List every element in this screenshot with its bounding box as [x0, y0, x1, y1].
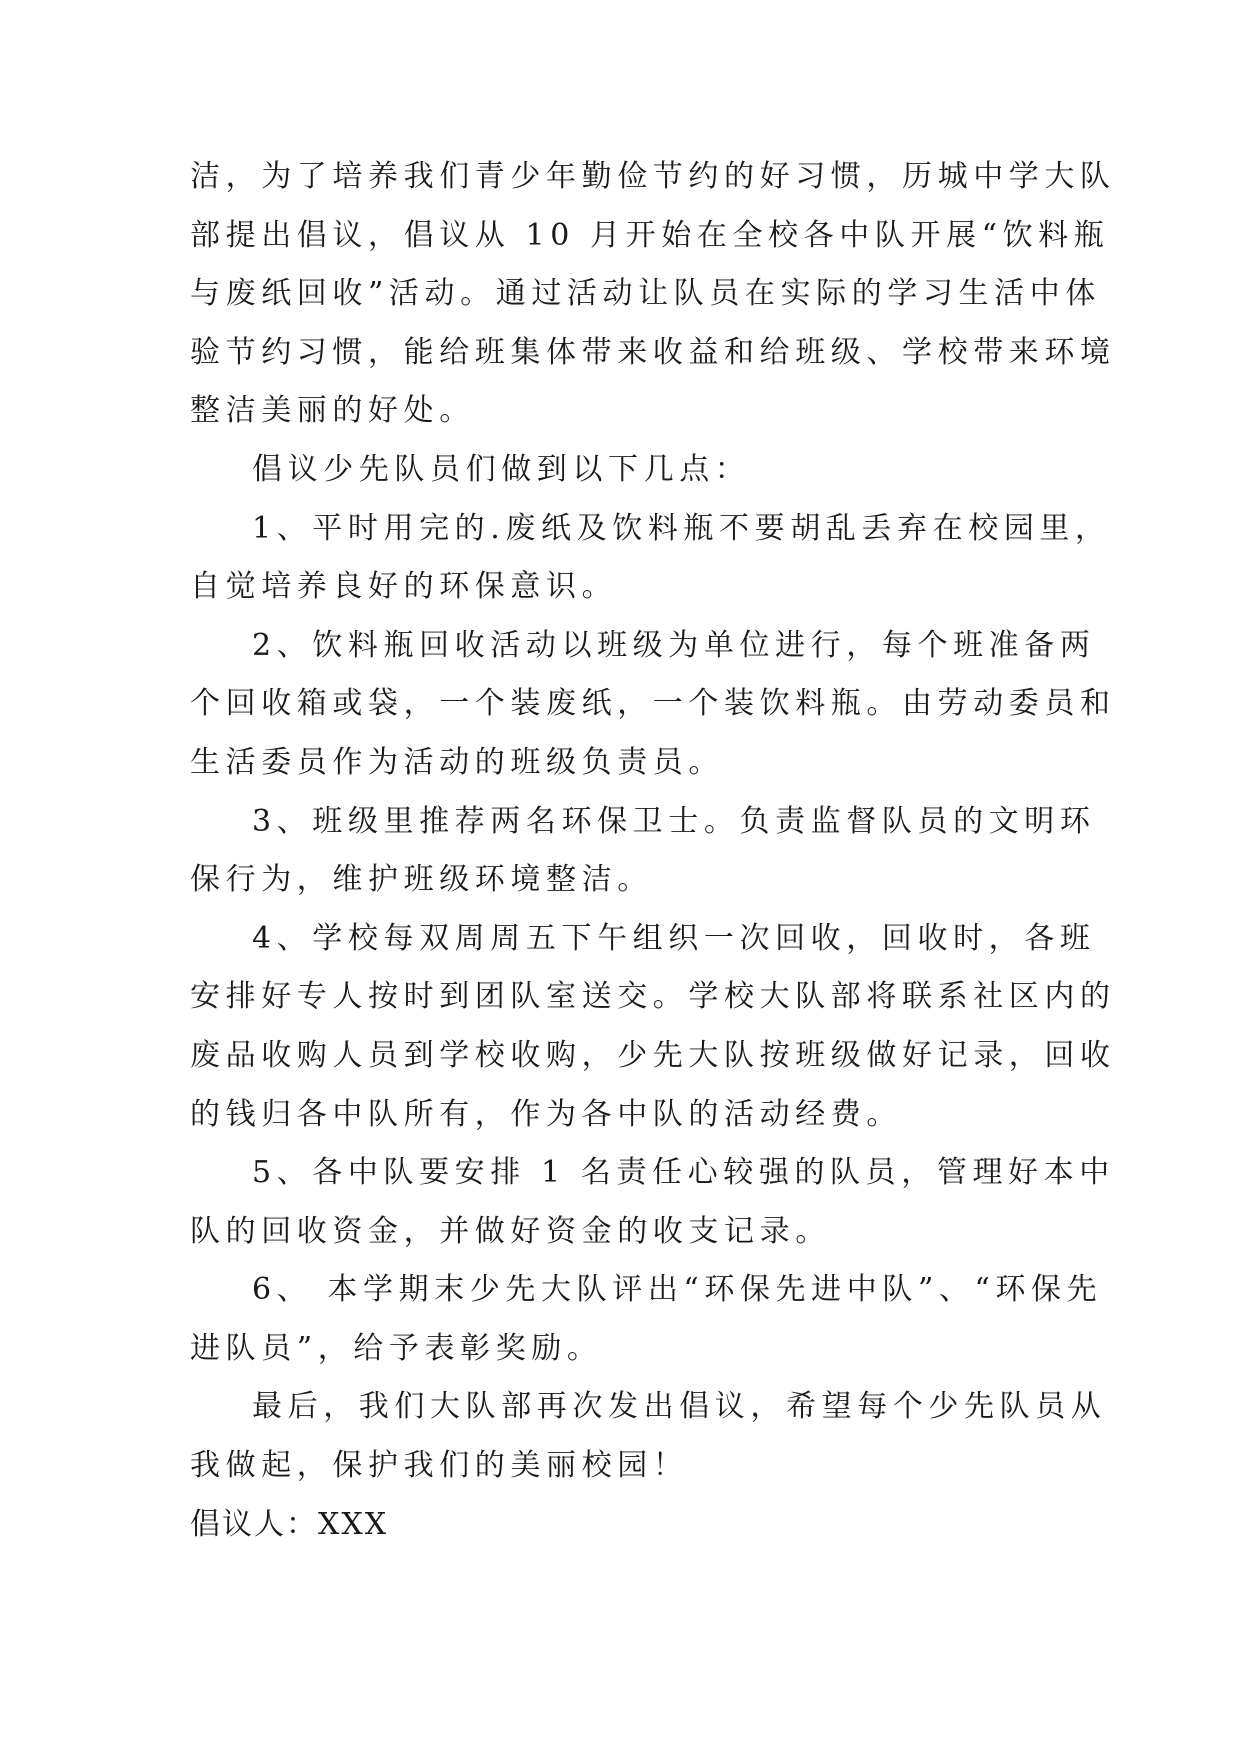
text-line: 4、学校每双周周五下午组织一次回收，回收时，各班 — [252, 920, 1096, 956]
text-line: 队的回收资金，并做好资金的收支记录。 — [190, 1213, 831, 1249]
text-line: 洁，为了培养我们青少年勤俭节约的好习惯，历城中学大队 — [190, 159, 1116, 194]
paragraph-point-6 — [190, 1261, 1103, 1378]
paragraph-point-1 — [190, 500, 1111, 617]
text-line: 安排好专人按时到团队室送交。学校大队部将联系社区内的 — [190, 979, 1116, 1015]
text-line: 保行为，维护班级环境整洁。 — [190, 862, 653, 898]
text-line: 生活委员作为活动的班级负责员。 — [190, 744, 724, 780]
text-line: 我做起，保护我们的美丽校园！ — [190, 1448, 689, 1484]
text-line: 的钱归各中队所有，作为各中队的活动经费。 — [190, 1096, 902, 1132]
text-line: 1、平时用完的.废纸及饮料瓶不要胡乱丢弃在校园里， — [252, 510, 1111, 546]
paragraph-closing — [190, 1378, 1107, 1495]
text-line: 整洁美丽的好处。 — [190, 393, 475, 429]
text-line: 个回收箱或袋，一个装废纸，一个装饮料瓶。由劳动委员和 — [190, 686, 1116, 722]
text-line: 5、各中队要安排 1 名责任心较强的队员，管理好本中 — [252, 1155, 1115, 1191]
text-line: 废品收购人员到学校收购，少先大队按班级做好记录，回收 — [190, 1037, 1116, 1073]
paragraph-point-3 — [190, 793, 1096, 910]
text-line: 3、班级里推荐两名环保卫士。负责监督队员的文明环 — [252, 803, 1096, 839]
text-line: 最后，我们大队部再次发出倡议，希望每个少先队员从 — [252, 1389, 1107, 1425]
text-line: 与废纸回收”活动。通过活动让队员在实际的学习生活中体 — [190, 276, 1101, 312]
paragraph-point-5 — [190, 1144, 1115, 1261]
paragraph-points-intro — [190, 441, 1052, 500]
paragraph-intro — [190, 148, 1116, 441]
text-line: 2、饮料瓶回收活动以班级为单位进行，每个班准备两 — [252, 627, 1096, 663]
text-line: 6、 本学期末少先大队评出“环保先进中队”、“环保先 — [252, 1272, 1103, 1308]
text-line: 进队员”，给予表彰奖励。 — [190, 1330, 603, 1366]
text-line: 自觉培养良好的环保意识。 — [190, 569, 618, 605]
document-page — [190, 148, 1116, 1554]
text-line: 验节约习惯，能给班集体带来收益和给班级、学校带来环境 — [190, 334, 1116, 370]
paragraph-point-4 — [190, 910, 1116, 1144]
signature-line: 倡议人：XXX — [190, 1506, 389, 1542]
text-line: 倡议少先队员们做到以下几点： — [252, 451, 751, 487]
text-line: 部提出倡议，倡议从 10 月开始在全校各中队开展“饮料瓶 — [190, 217, 1110, 253]
paragraph-point-2 — [190, 617, 1116, 793]
